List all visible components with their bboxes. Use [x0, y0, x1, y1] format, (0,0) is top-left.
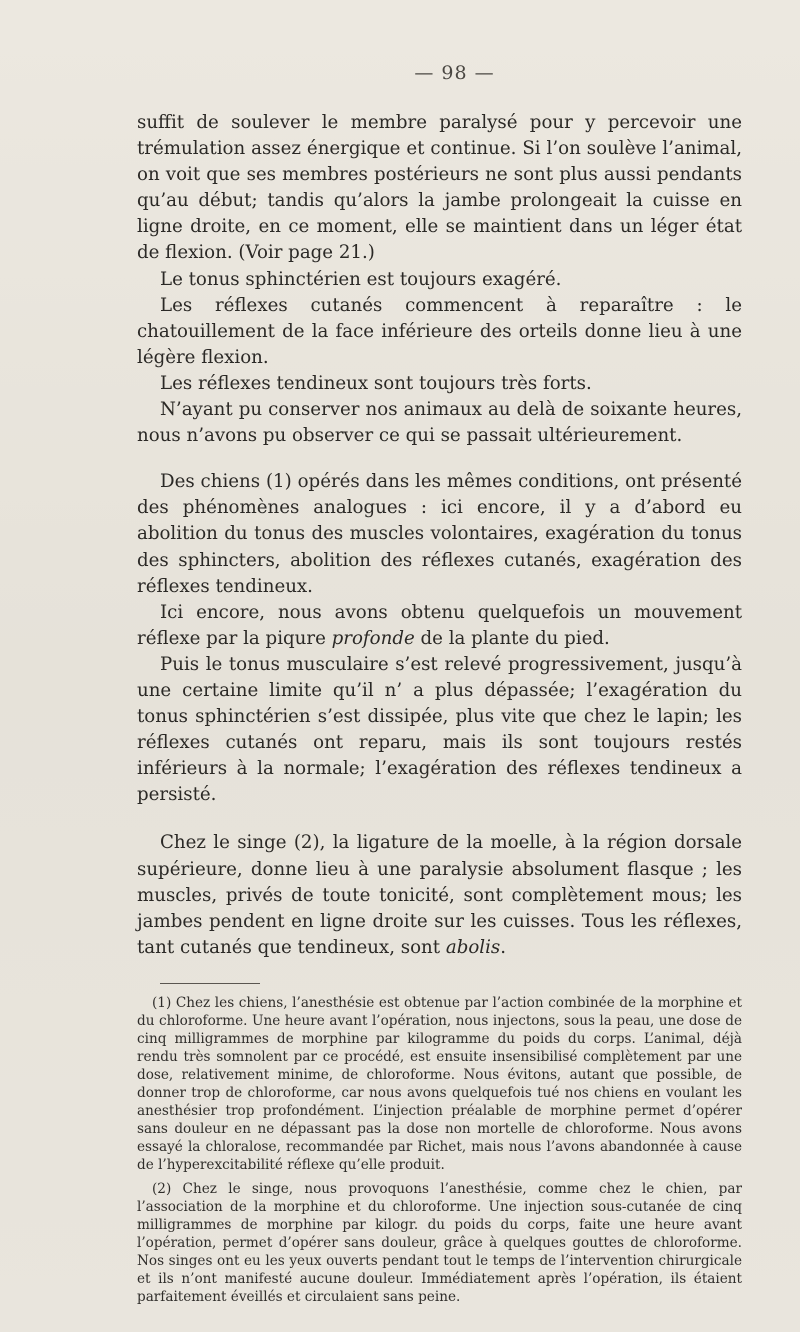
paragraph-observation: N’ayant pu conserver nos animaux au delà de soixante heures, nous n’avons pu observer ce qui se passait ultérieurement.: [137, 399, 742, 447]
italic-text: profonde: [331, 627, 415, 649]
text-segment: .: [500, 936, 507, 958]
text-segment: Ici encore, nous avons obtenu quelquefois un mouvement réflexe par la piqure: [137, 601, 742, 649]
footnote-divider: [160, 983, 260, 984]
paragraph-continuation: suffit de soulever le membre paralysé pour y percevoir une trémulation assez énergique et continue. Si l’on soulève l’animal, on voit que ses membres postérieurs ne sont plus aussi pendants qu’au début; tandis qu’alors la jambe prolongeait la cuisse en ligne droite, en ce moment, elle se maintient dans un léger état de flexion. (Voir page 21.): [137, 112, 742, 264]
page-number: — 98 —: [414, 62, 495, 84]
paragraph-mouvement-reflexe: [137, 600, 742, 652]
italic-text: abolis: [445, 936, 501, 958]
footnotes: [137, 994, 742, 1306]
footnote-2: (2) Chez le singe, nous provoquons l’anesthésie, comme chez le chien, par l’association de la morphine et du chloroforme. Une injection sous-cutanée de cinq milligrammes de morphine par kilogr. du poids du corps, faite une heure avant l’opération, permet d’opérer sans douleur, grâce à quelques gouttes de chloroforme. Nos singes ont eu les yeux ouverts pendant tout le temps de l’intervention chirurgicale et ils n’ont manifesté aucune douleur. Immédiatement après l’opération, ils étaient parfaitement éveillés et circulaient sans peine.: [137, 1180, 742, 1305]
paragraph-chiens: Des chiens (1) opérés dans les mêmes conditions, ont présenté des phénomènes analogues : ici encore, il y a d’abord eu abolition du tonus des muscles volontaires, exagération du tonus des sphincters, abolition des réflexes cutanés, exagération des réflexes tendineux.: [137, 471, 742, 597]
main-text: [137, 110, 742, 961]
paragraph-tonus-musculaire: Puis le tonus musculaire s’est relevé progressivement, jusqu’à une certaine limite qu’il n’ a plus dépassée; l’exagération du tonus sphinctérien s’est dissipée, plus vite que chez le lapin; les réflexes cutanés ont reparu, mais ils sont toujours restés inférieurs à la normale; l’exagération des réflexes tendineux a persisté.: [137, 653, 742, 806]
text-segment: Chez le singe (2), la ligature de la moelle, à la région dorsale supérieure, donne lieu à une paralysie absolument flasque ; les muscles, privés de toute tonicité, sont complètement mous; les jambes pendent en ligne droite sur les cuisses. Tous les réflexes, tant cutanés que tendineux, sont: [137, 832, 742, 958]
text-segment: de la plante du pied.: [420, 627, 610, 649]
paragraph-tonus: Le tonus sphinctérien est toujours exagéré.: [160, 268, 562, 290]
paragraph-reflexes-cutanes: Les réflexes cutanés commencent à reparaître : le chatouillement de la face inférieure des orteils donne lieu à une légère flexion.: [137, 294, 742, 368]
book-page: [137, 62, 742, 1306]
footnote-1: (1) Chez les chiens, l’anesthésie est obtenue par l’action combinée de la morphine et du chloroforme. Une heure avant l’opération, nous injectons, sous la peau, une dose de cinq milligrammes de morphine par kilogramme du poids du corps. L’animal, déjà rendu très somnolent par ce procédé, est ensuite insensibilisé complètement par une dose, relativement minime, de chloroforme. Nous évitons, autant que possible, de donner trop de chloroforme, car nous avons quelquefois tué nos chiens en voulant les anesthésier trop profondément. L’injection préalable de morphine permet d’opérer sans douleur en ne dépassant pas la dose non mortelle de chloroforme. Nous avons essayé la chloralose, recommandée par Richet, mais nous l’avons abandonnée à cause de l’hyperexcitabilité réflexe qu’elle produit.: [137, 994, 742, 1173]
paragraph-reflexes-tendineux: Les réflexes tendineux sont toujours très forts.: [160, 372, 592, 394]
paragraph-singe: [137, 830, 742, 960]
